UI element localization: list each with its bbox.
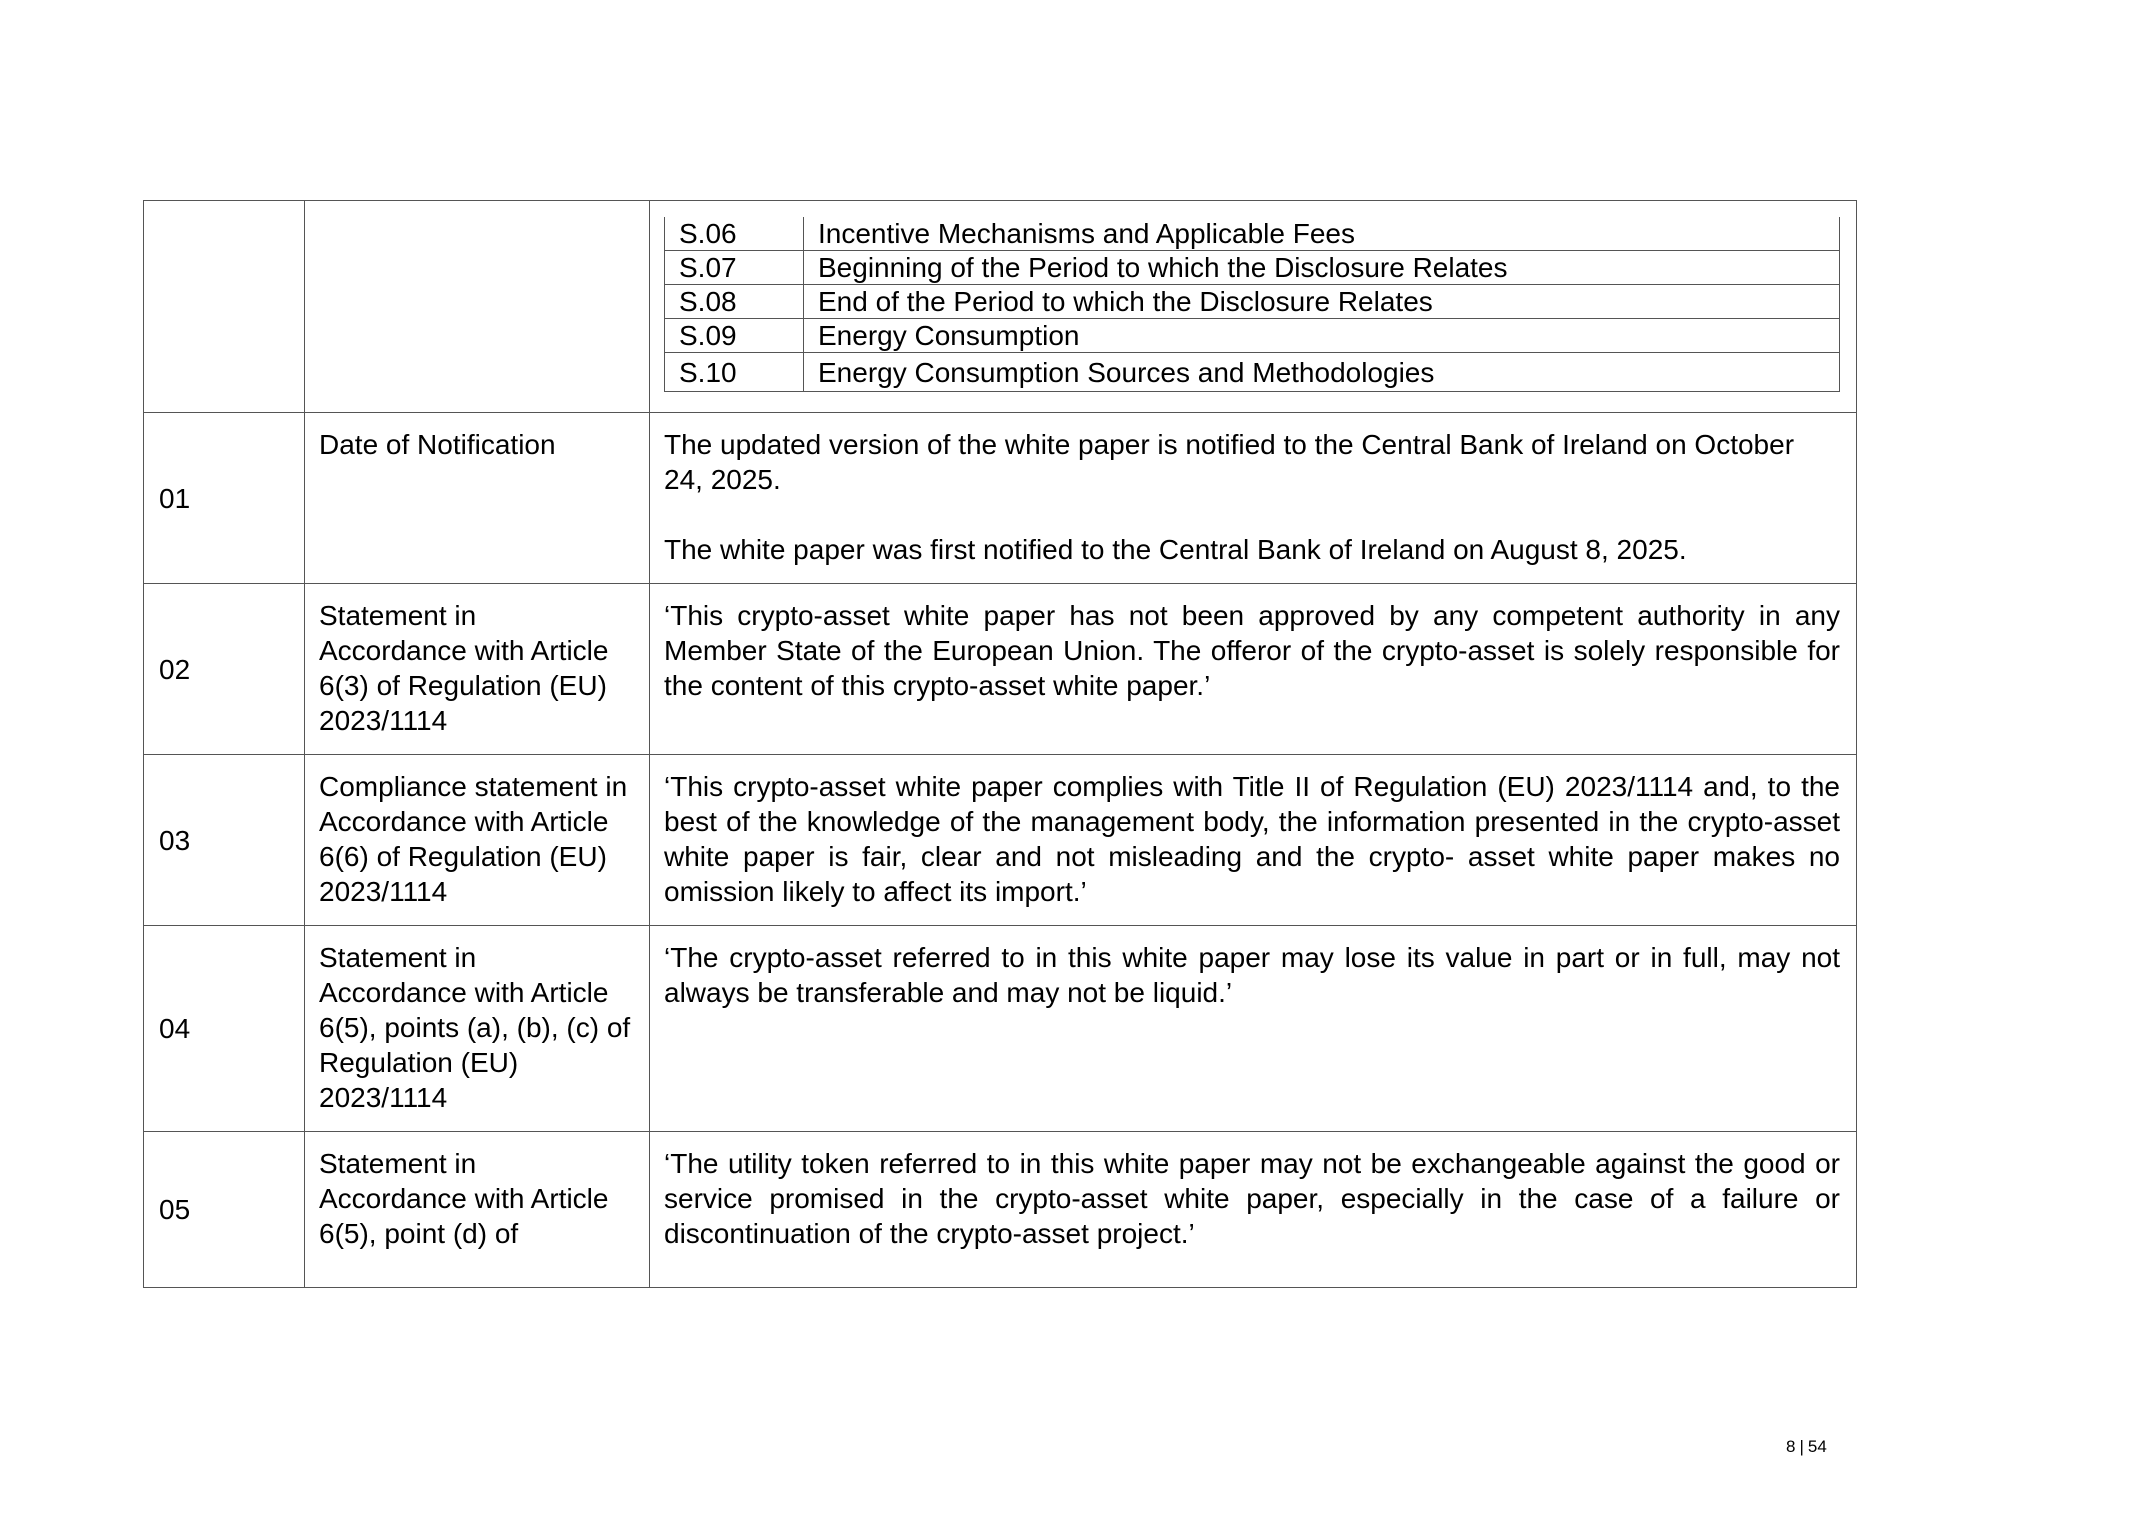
code-row bbox=[665, 251, 1840, 285]
row-label-line: 2023/1114 bbox=[319, 876, 448, 907]
row-label-line: Compliance statement in bbox=[319, 771, 628, 802]
table-row bbox=[144, 413, 1857, 584]
row-label-line: Accordance with Article bbox=[319, 977, 609, 1008]
table-row bbox=[144, 584, 1857, 755]
code-title-cell: Energy Consumption bbox=[804, 319, 1840, 353]
content-paragraph: ‘The utility token referred to in this white paper may not be exchangeable against the good or service promised in the crypto-asset white paper, especially in the case of a failure or discontinuation of the crypto-asset project.’ bbox=[664, 1148, 1840, 1249]
row-label bbox=[305, 926, 650, 1132]
row-number: 01 bbox=[144, 413, 305, 584]
table-row bbox=[144, 1132, 1857, 1288]
disclosure-table bbox=[143, 200, 1857, 1288]
row-label bbox=[305, 755, 650, 926]
code-cell: S.08 bbox=[665, 285, 804, 319]
row-content bbox=[650, 413, 1857, 584]
row-number: 04 bbox=[144, 926, 305, 1132]
content-paragraph: The updated version of the white paper is notified to the Central Bank of Ireland on October 24, 2025. bbox=[664, 429, 1795, 495]
row-content bbox=[650, 1132, 1857, 1288]
row-label-line: Statement in bbox=[319, 942, 477, 973]
row-label-line: 2023/1114 bbox=[319, 705, 448, 736]
row-label bbox=[305, 584, 650, 755]
content-paragraph: ‘This crypto-asset white paper complies with Title II of Regulation (EU) 2023/1114 and, to the best of the knowledge of the management body, the information presented in the crypto-asset white paper is fair, clear and not misleading and the crypto- asset white paper makes no omission likely to affect its import.’ bbox=[664, 771, 1840, 907]
code-cell: S.09 bbox=[665, 319, 804, 353]
total-page-count: 54 bbox=[1807, 1437, 1827, 1456]
row-label bbox=[305, 413, 650, 584]
row-number: 02 bbox=[144, 584, 305, 755]
row-label-line: Accordance with Article bbox=[319, 635, 609, 666]
table-row bbox=[144, 755, 1857, 926]
code-row bbox=[665, 353, 1840, 392]
row-label-line: 6(6) of Regulation (EU) bbox=[319, 841, 607, 872]
row-content bbox=[650, 584, 1857, 755]
code-cell: S.07 bbox=[665, 251, 804, 285]
row-label-line: Regulation (EU) bbox=[319, 1047, 519, 1078]
empty-num-cell bbox=[144, 201, 305, 413]
code-row bbox=[665, 319, 1840, 353]
code-title-cell: Incentive Mechanisms and Applicable Fees bbox=[804, 217, 1840, 251]
code-row bbox=[665, 285, 1840, 319]
code-cell: S.06 bbox=[665, 217, 804, 251]
code-row bbox=[665, 217, 1840, 251]
row-label-line: 6(5), points (a), (b), (c) of bbox=[319, 1012, 631, 1043]
row-label-line: 2023/1114 bbox=[319, 1082, 448, 1113]
row-label-line: Accordance with Article bbox=[319, 806, 609, 837]
current-page-number: 8 bbox=[1786, 1437, 1796, 1456]
row-label-line: 6(5), point (d) of bbox=[319, 1218, 519, 1249]
code-title-cell: Beginning of the Period to which the Disclosure Relates bbox=[804, 251, 1840, 285]
row-label-line: Statement in bbox=[319, 600, 477, 631]
empty-label-cell bbox=[305, 201, 650, 413]
row-label-line: Statement in bbox=[319, 1148, 477, 1179]
row-content bbox=[650, 926, 1857, 1132]
nested-table-cell bbox=[650, 201, 1857, 413]
code-cell: S.10 bbox=[665, 353, 804, 392]
row-label-line: 6(3) of Regulation (EU) bbox=[319, 670, 607, 701]
row-number: 05 bbox=[144, 1132, 305, 1288]
page-number-footer bbox=[1786, 1436, 1827, 1458]
row-number: 03 bbox=[144, 755, 305, 926]
table-row-continuation bbox=[144, 201, 1857, 413]
page-separator: | bbox=[1799, 1437, 1804, 1456]
row-label-line: Accordance with Article bbox=[319, 1183, 609, 1214]
code-title-cell: End of the Period to which the Disclosure Relates bbox=[804, 285, 1840, 319]
disclosure-code-table bbox=[664, 217, 1840, 392]
row-content bbox=[650, 755, 1857, 926]
code-title-cell: Energy Consumption Sources and Methodologies bbox=[804, 353, 1840, 392]
content-paragraph: ‘The crypto-asset referred to in this white paper may lose its value in part or in full, may not always be transferable and may not be liquid.’ bbox=[664, 942, 1840, 1008]
content-paragraph: ‘This crypto-asset white paper has not been approved by any competent authority in any Member State of the European Union. The offeror of the crypto-asset is solely responsible for the content of this crypto-asset white paper.’ bbox=[664, 600, 1840, 701]
content-paragraph: The white paper was first notified to the Central Bank of Ireland on August 8, 2025. bbox=[664, 534, 1687, 565]
table-row bbox=[144, 926, 1857, 1132]
row-label bbox=[305, 1132, 650, 1288]
row-label-line: Date of Notification bbox=[319, 429, 556, 460]
